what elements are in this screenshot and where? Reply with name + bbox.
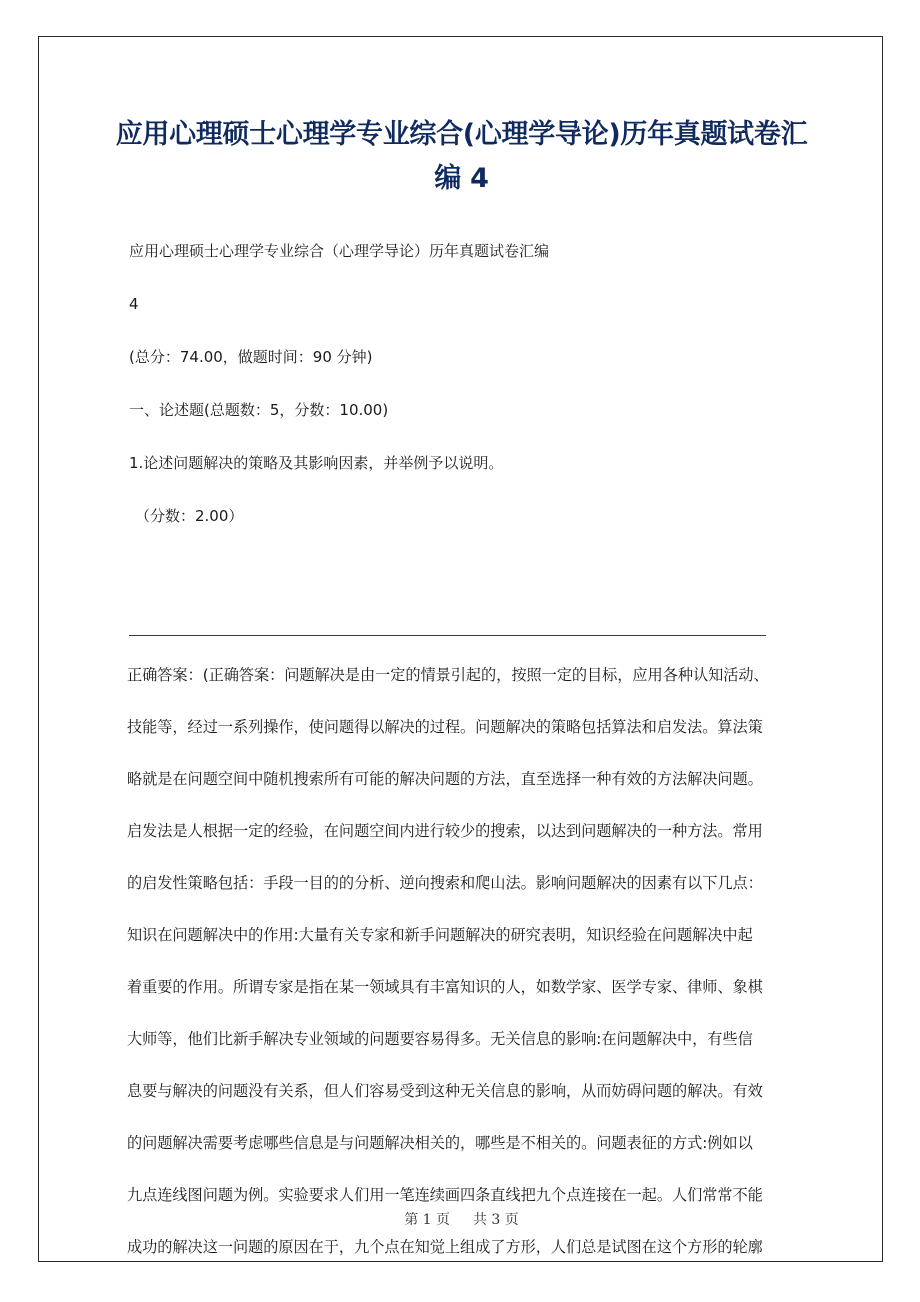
answer-line: 九点连线图问题为例。实验要求人们用一笔连续画四条直线把九个点连接在一起。人们常常不能: [127, 1186, 763, 1204]
answer-line: 息要与解决的问题没有关系，但人们容易受到这种无关信息的影响，从而妨碍问题的解决。有效: [127, 1082, 763, 1100]
page-title-line-2: 编 4: [434, 163, 489, 194]
question-text: 1.论述问题解决的策略及其影响因素，并举例予以说明。: [129, 454, 504, 472]
footer-total-pages: 共 3 页: [472, 1212, 519, 1228]
answer-line: 略就是在问题空间中随机搜索所有可能的解决问题的方法，直至选择一种有效的方法解决问题。: [127, 770, 763, 788]
exam-volume-line: 4: [129, 295, 139, 313]
answer-line: 技能等，经过一系列操作，使问题得以解决的过程。问题解决的策略包括算法和启发法。算法策: [127, 718, 763, 736]
exam-section-heading: 一、论述题(总题数：5，分数：10.00): [129, 401, 389, 419]
answer-line: 成功的解决这一问题的原因在于，九个点在知觉上组成了方形，人们总是试图在这个方形的轮廓: [127, 1238, 763, 1256]
answer-divider: [129, 635, 766, 636]
exam-score-time-line: (总分：74.00，做题时间：90 分钟): [129, 348, 373, 366]
question-score: （分数：2.00）: [135, 507, 244, 525]
footer-current-page: 第 1 页: [404, 1212, 451, 1228]
answer-line: 的问题解决需要考虑哪些信息是与问题解决相关的，哪些是不相关的。问题表征的方式:例如以: [127, 1134, 753, 1152]
answer-line: 的启发性策略包括：手段一目的的分析、逆向搜索和爬山法。影响问题解决的因素有以下几点：: [127, 874, 763, 892]
page-footer: [39, 1209, 884, 1229]
answer-body: [127, 665, 799, 1289]
exam-subject-line: 应用心理硕士心理学专业综合（心理学导论）历年真题试卷汇编: [129, 242, 550, 260]
answer-line: 启发法是人根据一定的经验，在问题空间内进行较少的搜索，以达到问题解决的一种方法。常用: [127, 822, 763, 840]
page-title: [75, 113, 848, 201]
page-content-area: [39, 37, 882, 1261]
document-page: [38, 36, 883, 1262]
answer-line: 大师等，他们比新手解决专业领域的问题要容易得多。无关信息的影响:在问题解决中，有些信: [127, 1030, 753, 1048]
exam-metadata-block: [129, 241, 829, 559]
answer-line: 着重要的作用。所谓专家是指在某一领域具有丰富知识的人，如数学家、医学专家、律师、象棋: [127, 978, 763, 996]
answer-line: 知识在问题解决中的作用:大量有关专家和新手问题解决的研究表明，知识经验在问题解决中起: [127, 926, 753, 944]
page-title-line-1: 应用心理硕士心理学专业综合(心理学导论)历年真题试卷汇: [115, 119, 808, 150]
answer-line: 正确答案：(正确答案：问题解决是由一定的情景引起的，按照一定的目标，应用各种认知活动、: [127, 666, 769, 684]
